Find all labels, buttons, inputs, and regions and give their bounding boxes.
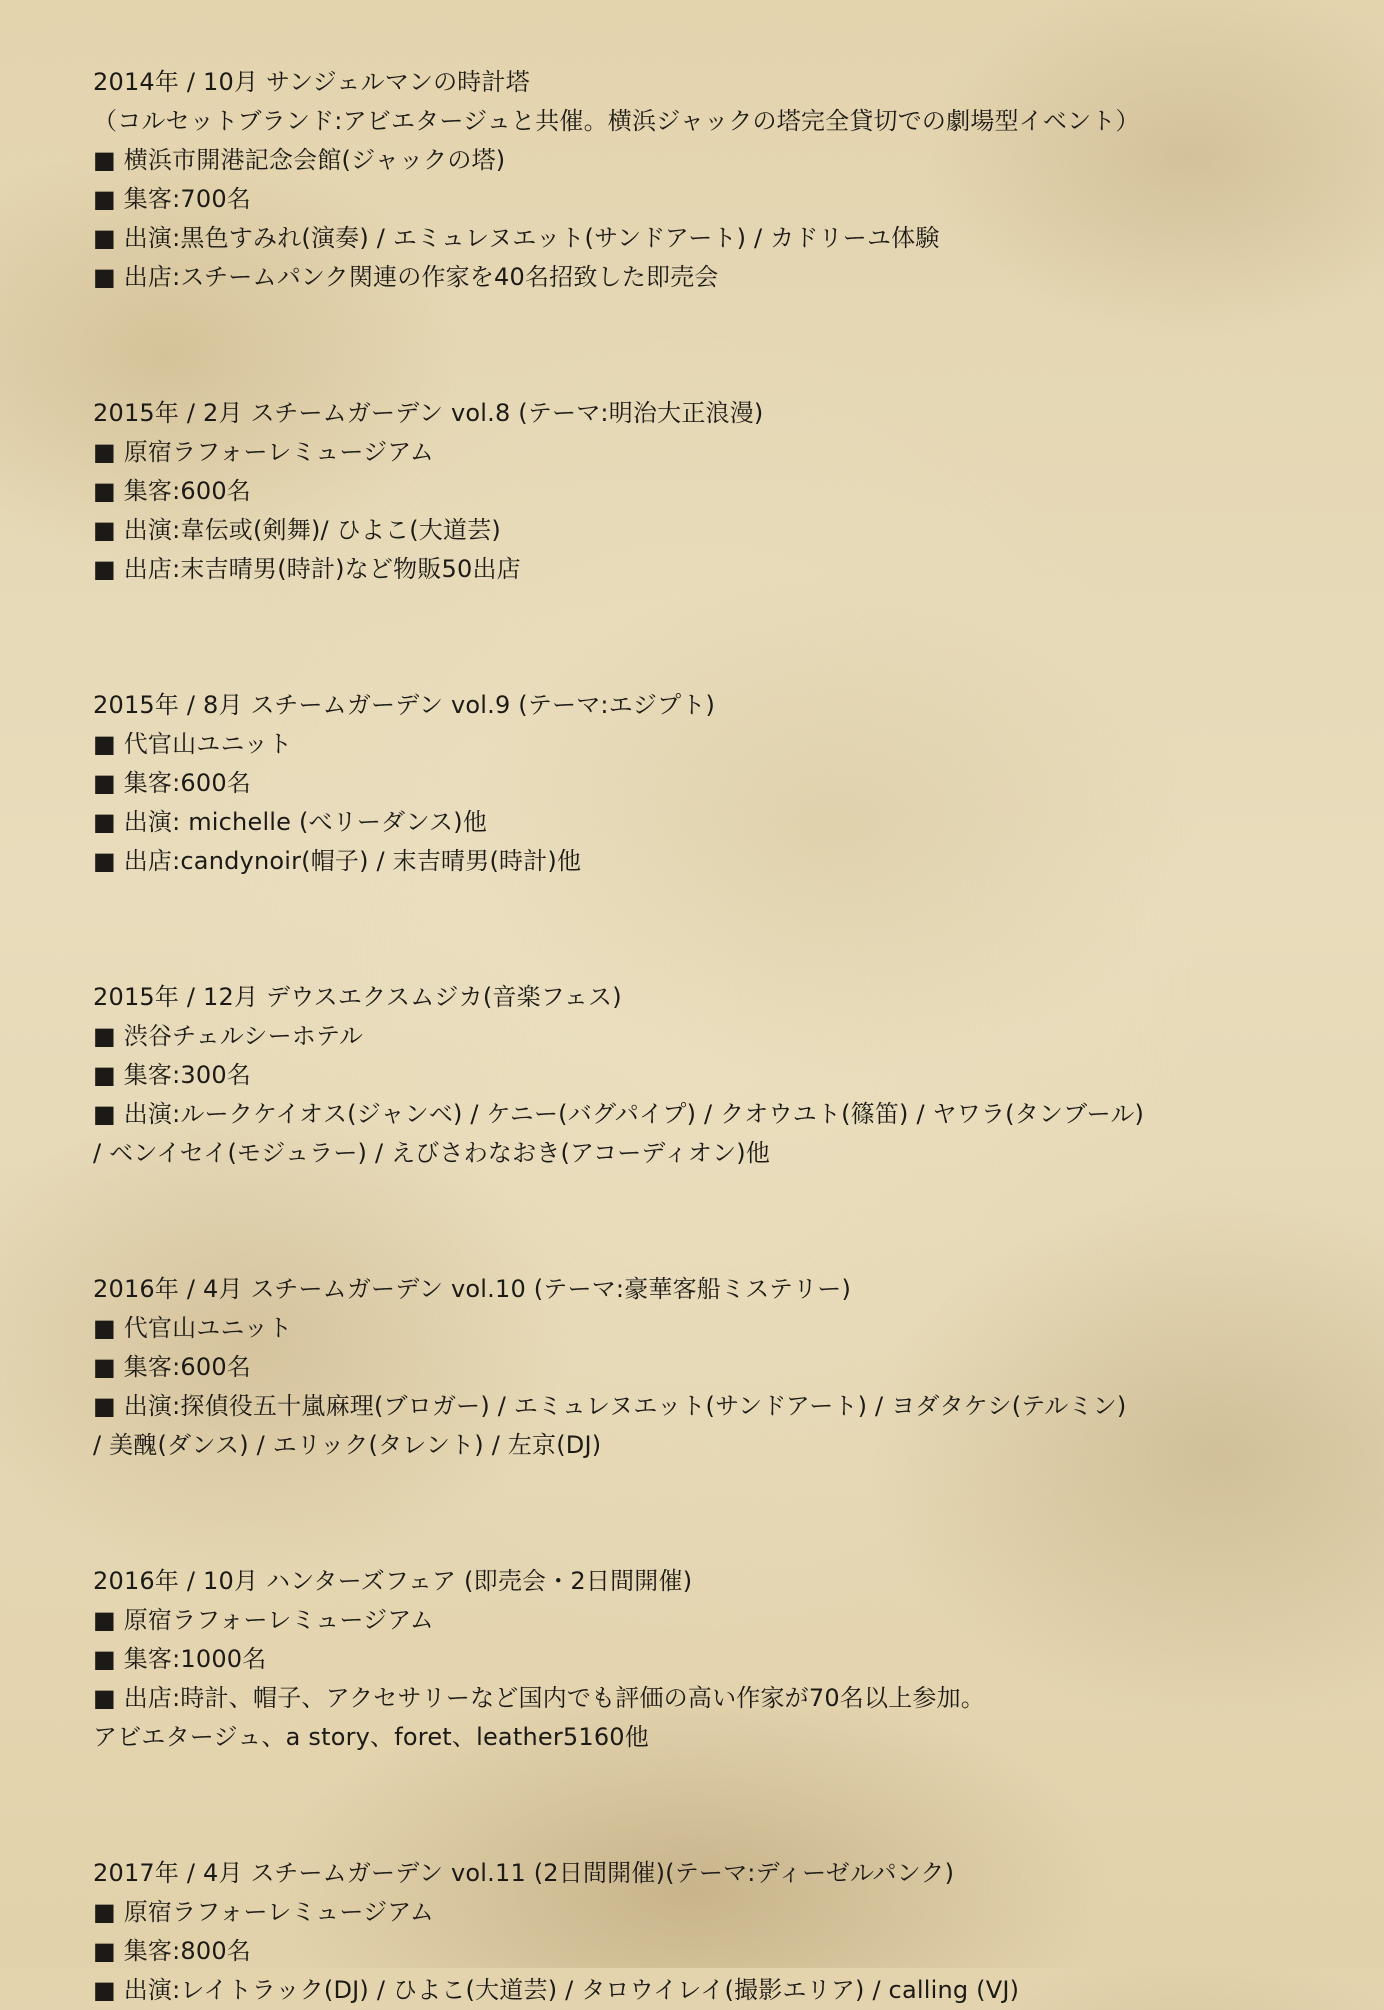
event-performers-continued: / 美醜(ダンス) / エリック(タレント) / 左京(DJ) — [93, 1431, 602, 1459]
entry-spacer — [93, 1757, 1313, 1854]
entry-spacer — [93, 589, 1313, 686]
event-attendance: ■ 集客:800名 — [93, 1937, 251, 1965]
event-note: （コルセットブランド:アビエタージュと共催。横浜ジャックの塔完全貸切での劇場型イベント） — [93, 107, 1140, 135]
event-vendors-continued: アビエタージュ、a story、foret、leather5160他 — [93, 1723, 649, 1751]
event-venue: ■ 原宿ラフォーレミュージアム — [93, 438, 434, 466]
event-title: 2014年 / 10月 サンジェルマンの時計塔 — [93, 68, 530, 96]
event-entry-2015-12 — [93, 978, 1313, 1173]
entry-spacer — [93, 1173, 1313, 1270]
event-vendors: ■ 出店:candynoir(帽子) / 末吉晴男(時計)他 — [93, 847, 582, 875]
event-title: 2015年 / 12月 デウスエクスムジカ(音楽フェス) — [93, 983, 622, 1011]
event-attendance: ■ 集客:600名 — [93, 1353, 251, 1381]
event-venue: ■ 代官山ユニット — [93, 1314, 293, 1342]
event-entry-2015-02 — [93, 394, 1313, 589]
event-title: 2015年 / 8月 スチームガーデン vol.9 (テーマ:エジプト) — [93, 691, 716, 719]
event-attendance: ■ 集客:600名 — [93, 477, 251, 505]
event-venue: ■ 代官山ユニット — [93, 730, 293, 758]
event-entry-2016-04 — [93, 1270, 1313, 1465]
entry-spacer — [93, 297, 1313, 394]
event-venue: ■ 原宿ラフォーレミュージアム — [93, 1898, 434, 1926]
event-title: 2016年 / 4月 スチームガーデン vol.10 (テーマ:豪華客船ミステリー) — [93, 1275, 852, 1303]
event-vendors: ■ 出店:スチームパンク関連の作家を40名招致した即売会 — [93, 263, 719, 291]
event-performers: ■ 出演:探偵役五十嵐麻理(ブロガー) / エミュレヌエット(サンドアート) / ヨダタケシ(テルミン) — [93, 1392, 1127, 1420]
event-attendance: ■ 集客:1000名 — [93, 1645, 267, 1673]
event-vendors: ■ 出店:時計、帽子、アクセサリーなど国内でも評価の高い作家が70名以上参加。 — [93, 1684, 986, 1712]
event-attendance: ■ 集客:600名 — [93, 769, 251, 797]
entry-spacer — [93, 1465, 1313, 1562]
event-title: 2016年 / 10月 ハンターズフェア (即売会・2日間開催) — [93, 1567, 693, 1595]
entry-spacer — [93, 881, 1313, 978]
event-history-list — [93, 63, 1313, 2010]
event-performers: ■ 出演: michelle (べリーダンス)他 — [93, 808, 488, 836]
event-entry-2015-08 — [93, 686, 1313, 881]
event-venue: ■ 横浜市開港記念会館(ジャックの塔) — [93, 146, 506, 174]
event-performers: ■ 出演:黒色すみれ(演奏) / エミュレヌエット(サンドアート) / カドリーユ体験 — [93, 224, 940, 252]
event-vendors: ■ 出店:末吉晴男(時計)など物販50出店 — [93, 555, 521, 583]
event-attendance: ■ 集客:700名 — [93, 185, 251, 213]
event-attendance: ■ 集客:300名 — [93, 1061, 251, 1089]
event-title: 2015年 / 2月 スチームガーデン vol.8 (テーマ:明治大正浪漫) — [93, 399, 764, 427]
event-entry-2014-10 — [93, 63, 1313, 297]
event-performers: ■ 出演:韋伝或(剣舞)/ ひよこ(大道芸) — [93, 516, 501, 544]
event-entry-2016-10 — [93, 1562, 1313, 1757]
event-venue: ■ 渋谷チェルシーホテル — [93, 1022, 364, 1050]
event-performers: ■ 出演:ルークケイオス(ジャンベ) / ケニー(バグパイプ) / クオウユト(篠笛) / ヤワラ(タンブール) — [93, 1100, 1145, 1128]
event-performers: ■ 出演:レイトラック(DJ) / ひよこ(大道芸) / タロウイレイ(撮影エリア) / calling (VJ) — [93, 1976, 1020, 2004]
event-title: 2017年 / 4月 スチームガーデン vol.11 (2日間開催)(テーマ:ディーゼルパンク) — [93, 1859, 955, 1887]
event-performers-continued: / ベンイセイ(モジュラー) / えびさわなおき(アコーディオン)他 — [93, 1139, 771, 1167]
event-venue: ■ 原宿ラフォーレミュージアム — [93, 1606, 434, 1634]
event-entry-2017-04 — [93, 1854, 1313, 2010]
